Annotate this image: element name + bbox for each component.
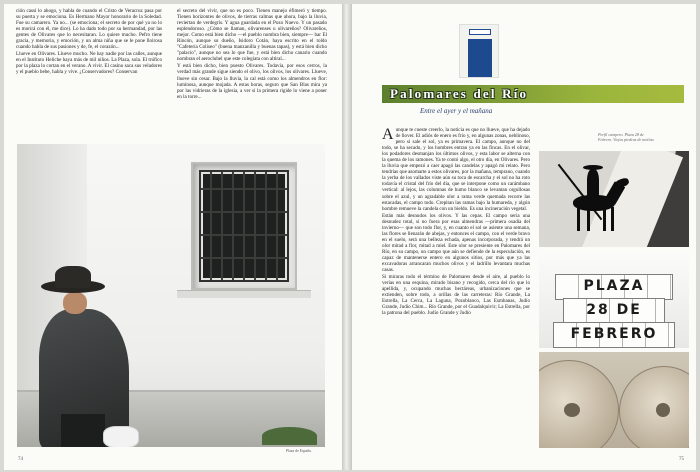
town-hall-door-photo [459,24,499,78]
plastic-bag [103,426,139,447]
hat-crown [55,266,91,288]
man-legs [61,414,105,447]
paragraph: el secreto del vivir, que no es poco. Tienen manejo éfimeró y tiempo. Tienen horizontes de olivos, de tierras calmas que ahora, bajo la lluvia, reviertan de verdegrís. Y agua guardada en el Pozo Nuevo. Y un pasado esplendoroso. ¿Cómo se llaman, olivarenses u olivareños? Olivareños, mejor. Como está bien dicho —el pueblo nombra bien, siempre— bar El Rincón, aunque su dueño, Isidoro Cotán, haya escrito en el toldo "Cafetería Coliseo" (buena manzanilla y buenas tapas), y está bien dicho "palacio", aunque no sea lo que fue, y está bien dicho canario cuando nombran el aeroclubel que este colegiata con altiral... [177,8,327,63]
paragraph-text: unque te cueste creerlo, la noticia es que no llueve, que ha dejado de llover. El adiós de enero es frío y, en algunas zonas, neblinoso, pero si sale el sol, ya es primavera. El campo, aunque no del todo, se ha secado, y los hombres entran ya en las fincas. En el olivar, los podadores desmanjan los últimos olivos, y esta labor se alterna con la quema de los ramones. Ya te contó algo, el otro día, en Olivares. Pero la lluvia que empezó a caer apagó las candelas y apagó mi relato. Pero tendrías que asomarte a estos olivares, por la mañana, temprano, cuando la yerba de los vallados viste aún su toca de escarcha y el sol no ha roto todavía el cristal del frío del día, que se interpone como un carámbano vertical: al lejos, las columnas de humo blanco se levantan orgullosas sobre el azul, y un agradable olor a rama verde quemada recorre las estacadas, el campo todo. Crepitan las ramas bajo la humareda, y algún hombre remueve la candela con un bieldo. Es una incineración vegetal. [382,127,530,212]
article-title: Palomares del Río [390,86,529,101]
horse-leg [587,207,590,231]
rider-hat [583,165,603,170]
horse-leg [611,207,614,231]
man-face [63,292,87,314]
paragraph [382,127,530,212]
spine-gutter [342,4,352,470]
door-sign [469,29,491,35]
article-subtitle: Entre el ayer y el mañana [420,107,493,115]
photo-caption: Plaza de España. [286,449,312,453]
left-page [4,4,342,470]
page-number-left: 74 [18,457,23,462]
paragraph: ción cassi lo ahogo, y habla de cuando el Cristo de Veracruz pasa por su puerta y se emociona. Es Hermano Mayor honorario de la Soledad. Fue su camarero. Ya no... (se emociona; el secreto de por qué ya no lo es morirá con él, me dice). Lo ha dado todo por su hermandad, por las gentes de Olivares que lo necesitaran. Lo quiere mucho. Pefro tiene gracia, y memoria, y emoción, y un alma niña que se le pone lloirosa cuando habla de sus pasiones y de, fe, el corazón... [16,8,162,51]
right-page [352,4,696,470]
millstone [539,360,619,448]
millstones-photo [539,352,689,448]
paragraph: Y está bien dicho, bien puesto Olivares. Todavía, por esos cerros, la verdad más grande sigue siendo el olivo, los olivos, los olivares. Llueve, llueve sin cesar. Bajo la lluvia, la cal está como los almendros en flor: luminosa, aunque mojada. A estas horas, seguro que San Blas mira ya por las vidrieras de la iglesia, a ver si la primera rigide lo viene a poner en la torre... [177,63,327,100]
millstone [619,366,689,448]
left-text-column-2 [177,8,327,142]
barred-window [191,162,297,290]
horse-leg [577,207,580,231]
horse-statue-photo [539,151,689,247]
drop-cap: A [382,127,394,143]
window-sill [177,290,311,298]
street-photo [17,144,325,447]
millstone-hole [564,403,580,417]
sign-line-2: 28 DE [563,298,665,324]
left-text-column-1 [16,8,162,142]
millstone-hole [656,403,670,417]
blue-door [468,39,492,78]
sign-line-3: FEBRERO [553,322,675,348]
rider-silhouette [587,169,599,197]
plaza-sign-photo [539,252,689,348]
right-text-column [382,127,530,461]
page-number-right: 75 [679,457,684,462]
window-bars [199,170,289,282]
title-banner [382,85,684,103]
paragraph: Llueve en Olivares. Llueve mucho. Ne hay nadie por las calles, aunque en el Instituto Heliche haya más de mil niños. La Plaza, sola. El trúfico por la plaza lo cortan en el verano. A vivir. El casino saca sus veladores y el pueblo bebe, habla y vive. ¿Conservadores? Conservan [16,51,162,76]
plants [262,427,317,445]
horse-leg [603,207,606,231]
photo-captions: Perfil campero. Plaza 28 de Febrero. Viejas piedras de molino. [598,132,655,142]
sign-line-1: PLAZA [555,274,673,300]
paragraph: Si miraras todo el término de Palomares desde el aire, al pueblo lo verías en una esquina, mirado bisano y recogido, cerca del río que lo apellida, y, ocupando muchas hectáreas, urbanizaciones que se extienden, sobre todo, a orillas de las carreteras: Río Grande, La Estrella, La Cerca, La Laguna, Pozoblanco, Las Esmbanas, Judío Grande, Judio Chim... Río Grande, por el Guadalquivir; La Estrella, por la patrona del pueblo. Judío Grande y Judío [382,274,530,317]
paragraph: Están más desnudos los olivos. Y las cepas. El campo seria una desnudez total, si no fuera por esas almendras —primera osadía del invierno— que son todo flor, y, en cuanto el sol se asiente una semana, las flores se llenarán de abejas, y entonces el campo, con el verde bravo en el suelo, será una belleza echada, apenas incorporada, y tendrá un olor mitad a flor, mitad a miel. Este olor se presiente en Palomares del Río, en su campo, un campo que aún se defiende de la especulación, es capaz de mantenerse entero en algunos sitios, por más que ya las excavadoras arrancaran muchos olivos y el ladrillo levantara muchas casas. [382,212,530,274]
